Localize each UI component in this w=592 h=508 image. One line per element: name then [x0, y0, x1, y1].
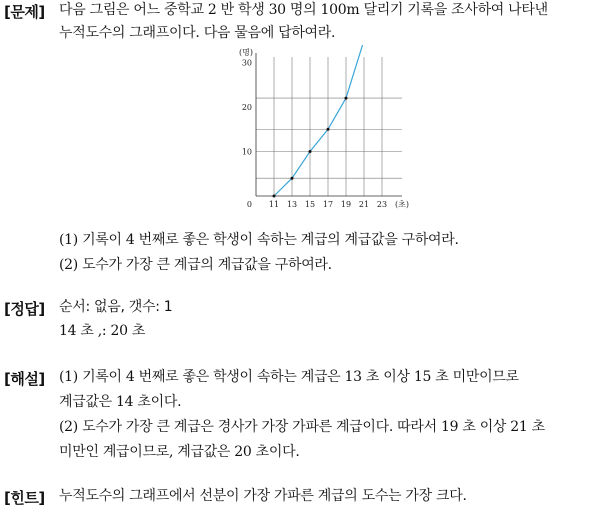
origin-label: 0: [246, 200, 252, 209]
data-point-11: [273, 195, 276, 198]
data-point-13: [291, 177, 294, 180]
chart-labels: [239, 47, 409, 209]
problem-label: [문제]: [4, 3, 45, 21]
question-1: (1) 기록이 4 번째로 좋은 학생이 속하는 계급의 계급값을 구하여라.: [59, 232, 459, 248]
y-tick-label-30: 30: [241, 58, 252, 68]
x-tick-label-23: 23: [376, 200, 388, 209]
y-tick-label-20: 20: [241, 103, 252, 112]
x-tick-label-19: 19: [340, 200, 352, 209]
answer-label: [정답]: [4, 300, 45, 318]
x-tick-label-21: 21: [358, 200, 370, 209]
answer-line1: 순서: 없음, 갯수: 1: [59, 299, 173, 315]
x-axis-unit-label: (초): [395, 200, 409, 209]
explanation-label: [해설]: [4, 370, 45, 388]
data-point-17: [327, 128, 330, 131]
explanation-line1: (1) 기록이 4 번째로 좋은 학생이 속하는 계급은 13 초 이상 15 초 미만이므로: [59, 369, 519, 385]
hint-label: [힌트]: [4, 489, 45, 507]
explanation-line3: (2) 도수가 가장 큰 계급은 경사가 가장 가파른 계급이다. 따라서 19 초 이상 21 초: [59, 419, 545, 435]
x-tick-label-17: 17: [322, 200, 334, 209]
chart-grid: [256, 45, 402, 196]
problem-text-line2: 누적도수의 그래프이다. 다음 물음에 답하여라.: [59, 25, 336, 41]
explanation-line4: 미만인 계급이므로, 계급값은 20 초이다.: [59, 444, 300, 460]
cumulative-frequency-chart: [236, 45, 416, 215]
question-2: (2) 도수가 가장 큰 계급의 계급값을 구하여라.: [59, 257, 332, 273]
data-point-15: [309, 150, 312, 153]
y-axis-unit-label: (명): [239, 48, 253, 57]
x-tick-label-13: 13: [286, 200, 298, 209]
y-tick-label-10: 10: [241, 147, 252, 157]
x-tick-label-11: 11: [268, 200, 280, 209]
problem-text-line1: 다음 그림은 어느 중학교 2 반 학생 30 명의 100m 달리기 기록을 조사하여 나타낸: [59, 2, 548, 18]
data-point-19: [345, 97, 348, 100]
hint-line1: 누적도수의 그래프에서 선분이 가장 가파른 계급의 도수는 가장 크다.: [59, 488, 467, 504]
explanation-line2: 계급값은 14 초이다.: [59, 394, 182, 410]
chart-axes: [256, 53, 402, 196]
answer-line2: 14 초 ,: 20 초: [59, 323, 146, 339]
x-tick-label-15: 15: [304, 200, 316, 209]
